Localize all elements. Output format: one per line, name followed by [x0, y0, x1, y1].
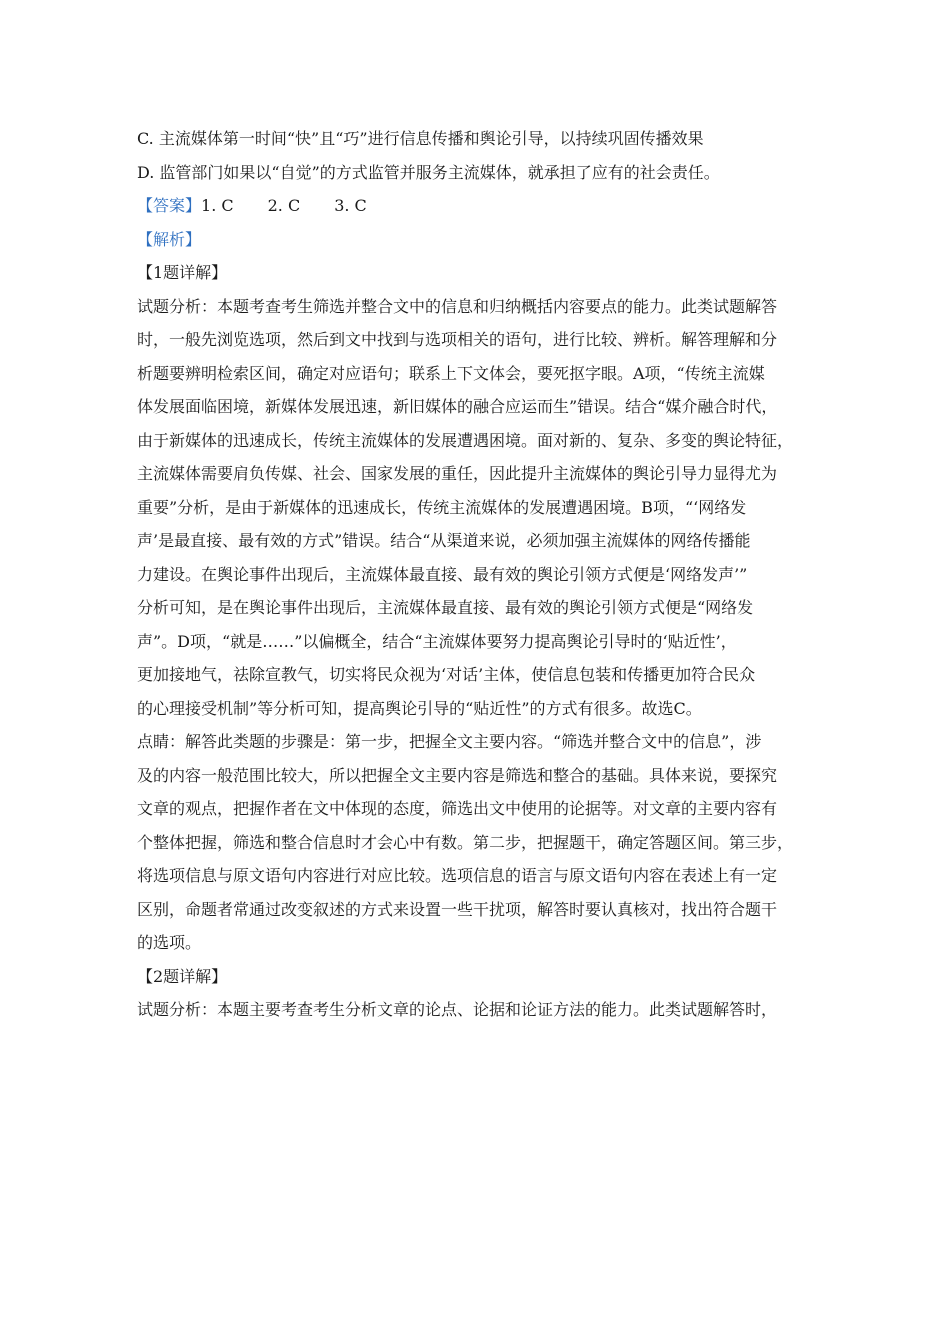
tip-line: 区别，命题者常通过改变叙述的方式来设置一些干扰项，解答时要认真核对，找出符合题干 [137, 899, 778, 919]
answer-item-3: 3. C [334, 196, 367, 215]
q1-line: 力建设。在舆论事件出现后，主流媒体最直接、最有效的舆论引领方式便是‘网络发声’” [137, 564, 748, 584]
q1-line: 的心理接受机制”等分析可知，提高舆论引导的“贴近性”的方式有很多。故选C。 [137, 698, 702, 718]
tip-line: 点睛：解答此类题的步骤是：第一步，把握全文主要内容。“筛选并整合文中的信息”，涉 [137, 732, 762, 751]
q1-line: 更加接地气，祛除宣教气，切实将民众视为‘对话’主体，使信息包装和传播更加符合民众 [137, 665, 756, 684]
q1-line: 声’是最直接、最有效的方式”错误。结合“从渠道来说，必须加强主流媒体的网络传播能 [137, 531, 751, 550]
q1-line: 分析可知，是在舆论事件出现后，主流媒体最直接、最有效的舆论引领方式便是“网络发 [137, 598, 754, 617]
q1-line: 体发展面临困境，新媒体发展迅速，新旧媒体的融合应运而生”错误。结合“媒介融合时代， [137, 397, 778, 416]
tip-line: 及的内容一般范围比较大，所以把握全文主要内容是筛选和整合的基础。具体来说，要探究 [137, 765, 778, 785]
option-c: C. 主流媒体第一时间“快”且“巧”进行信息传播和舆论引导，以持续巩固传播效果 [137, 129, 704, 148]
answer-item-1: 1. C [201, 196, 234, 215]
q1-line: 时，一般先浏览选项，然后到文中找到与选项相关的语句，进行比较、辨析。解答理解和分 [137, 330, 778, 349]
tip-line: 个整体把握，筛选和整合信息时才会心中有数。第二步，把握题干，确定答题区间。第三步， [137, 832, 794, 852]
tip-line: 文章的观点，把握作者在文中体现的态度，筛选出文中使用的论据等。对文章的主要内容有 [137, 799, 778, 818]
answer-label: 【答案】 [137, 196, 202, 215]
q1-line: 主流媒体需要肩负传媒、社会、国家发展的重任，因此提升主流媒体的舆论引导力显得尤为 [137, 464, 778, 483]
q1-line: 析题要辨明检索区间，确定对应语句；联系上下文体会，要死抠字眼。A项，“传统主流媒 [137, 363, 765, 383]
document-body [137, 122, 827, 1027]
option-d: D. 监管部门如果以“自觉”的方式监管并服务主流媒体，就承担了应有的社会责任。 [137, 162, 720, 182]
q1-line: 声”。D项，“就是……”以偏概全，结合“主流媒体要努力提高舆论引导时的‘贴近性’， [137, 631, 737, 651]
tip-line: 将选项信息与原文语句内容进行对应比较。选项信息的语言与原文语句内容在表述上有一定 [137, 866, 778, 885]
tip-line: 的选项。 [137, 933, 202, 952]
q1-heading: 【1题详解】 [137, 263, 228, 282]
q1-line: 由于新媒体的迅速成长，传统主流媒体的发展遭遇困境。面对新的、复杂、多变的舆论特征， [137, 430, 794, 450]
q2-heading: 【2题详解】 [137, 966, 228, 986]
answer-item-2: 2. C [267, 196, 301, 215]
q1-line: 试题分析：本题考查考生筛选并整合文中的信息和归纳概括内容要点的能力。此类试题解答 [137, 296, 778, 316]
q1-line: 重要”分析，是由于新媒体的迅速成长，传统主流媒体的发展遭遇困境。B项，“‘网络发 [137, 497, 747, 517]
q1-tip [137, 725, 827, 960]
q2-line: 试题分析：本题主要考查考生分析文章的论点、论据和论证方法的能力。此类试题解答时， [137, 1000, 778, 1019]
answer-line [137, 189, 827, 223]
q1-analysis [137, 290, 827, 726]
analysis-label: 【解析】 [137, 229, 202, 249]
